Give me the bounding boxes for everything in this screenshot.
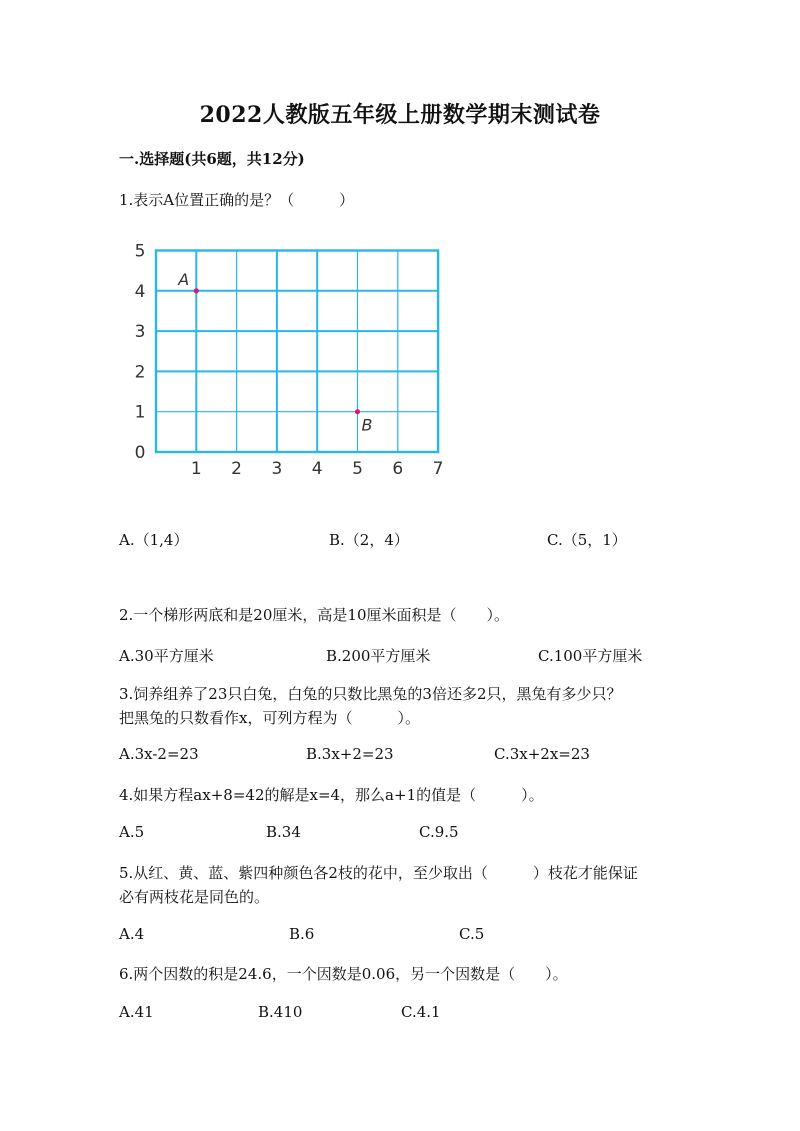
question-2-option-a: A.30平方厘米 — [119, 647, 214, 665]
y-tick-label: 4 — [134, 281, 146, 302]
question-5-option-a: A.4 — [119, 925, 145, 943]
question-4-text: 4.如果方程ax+8=42的解是x=4，那么a+1的值是（ ）。 — [119, 786, 544, 804]
question-3-text-line-2: 把黑兔的只数看作x，可列方程为（ ）。 — [119, 709, 420, 727]
x-tick-label: 6 — [392, 459, 404, 479]
question-1-option-c: C.（5，1） — [547, 531, 627, 549]
question-6-text: 6.两个因数的积是24.6，一个因数是0.06，另一个因数是（ ）。 — [119, 965, 568, 983]
y-tick-label: 3 — [134, 322, 146, 343]
x-tick-label: 5 — [352, 459, 363, 479]
y-tick-label: 2 — [134, 362, 146, 383]
x-tick-label: 2 — [231, 459, 243, 479]
question-4-option-b: B.34 — [266, 823, 301, 841]
section-heading-choice: 一.选择题(共6题，共12分) — [119, 150, 305, 168]
question-2-option-c: C.100平方厘米 — [538, 647, 643, 665]
x-tick-label: 1 — [190, 459, 202, 479]
x-tick-label: 7 — [432, 459, 444, 479]
point-a — [194, 288, 199, 293]
grid-border — [156, 251, 438, 453]
question-6-option-c: C.4.1 — [401, 1003, 441, 1021]
question-2-option-b: B.200平方厘米 — [326, 647, 431, 665]
question-3-option-a: A.3x-2=23 — [119, 745, 199, 763]
coordinate-grid-figure — [118, 236, 458, 486]
x-tick-label: 4 — [311, 459, 323, 479]
question-5-text-line-1: 5.从红、黄、蓝、紫四种颜色各2枝的花中，至少取出（ ）枝花才能保证 — [119, 864, 638, 882]
question-1-option-a: A.（1,4） — [119, 531, 189, 549]
y-tick-label: 1 — [134, 402, 146, 423]
question-2-text: 2.一个梯形两底和是20厘米，高是10厘米面积是（ ）。 — [119, 606, 509, 624]
question-5-option-b: B.6 — [289, 925, 315, 943]
question-6-option-a: A.41 — [119, 1003, 154, 1021]
question-3-option-b: B.3x+2=23 — [306, 745, 394, 763]
coordinate-grid — [118, 236, 458, 486]
question-5-text-line-2: 必有两枝花是同色的。 — [119, 888, 270, 906]
x-tick-label: 3 — [271, 459, 283, 479]
y-tick-label: 5 — [134, 241, 146, 262]
point-label-a: A — [178, 269, 190, 289]
question-4-option-a: A.5 — [119, 823, 145, 841]
question-6-option-b: B.410 — [258, 1003, 303, 1021]
question-4-option-c: C.9.5 — [419, 823, 459, 841]
point-label-b: B — [361, 415, 373, 435]
y-tick-label: 0 — [134, 443, 146, 463]
question-1-option-b: B.（2，4） — [329, 531, 409, 549]
question-3-option-c: C.3x+2x=23 — [494, 745, 590, 763]
question-1-text: 1.表示A位置正确的是？（ ） — [119, 191, 355, 209]
page-title: 2022人教版五年级上册数学期末测试卷 — [199, 102, 601, 128]
point-b — [355, 409, 360, 414]
question-5-option-c: C.5 — [459, 925, 485, 943]
question-3-text-line-1: 3.饲养组养了23只白兔，白兔的只数比黑兔的3倍还多2只，黑兔有多少只？ — [119, 685, 622, 703]
